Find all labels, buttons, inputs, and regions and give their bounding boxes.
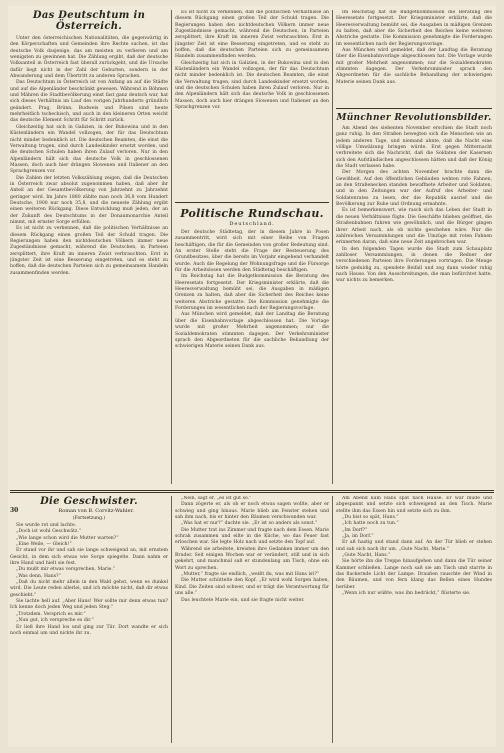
- serial-paragraph: „Was denn, Hans?“: [16, 573, 61, 579]
- article-paragraph: Der Morgen des achten November brachte dann die Gewißheit. Auf den öffentlichen Gebäuden wehten rote Fahnen, an den Straßenecken standen bewaffnete Arbeiter und Soldaten, und in den Zeitungen war der Aufruf des Arbeiter- und Soldatenrates zu lesen, der die Republik ausrief und die Bevölkerung zur Ruhe und Ordnung ermahnte.: [336, 170, 492, 208]
- serial-paragraph: Am Abend kam Hans spät nach Hause. Er war müde und abgespannt und setzte sich schweigend an den Tisch. Marie stellte ihm das Essen hin und setzte sich zu ihm.: [336, 496, 492, 514]
- newspaper-page: [8, 6, 496, 747]
- serial-paragraph: „Nun gut, ich verspreche es dir.“: [16, 618, 94, 624]
- article-subtitle: Deutschland.: [229, 221, 275, 227]
- serial-page-number: 30: [10, 507, 19, 514]
- article-body: [336, 126, 492, 285]
- serial-continued: (Fortsetzung.): [72, 516, 106, 521]
- article-body: [175, 10, 329, 198]
- article-paragraph: Am Abend des siebenten November erschien die Stadt noch ganz ruhig. In den Straßen bewegten sich die Menschen wie an jedem anderen Tage, und niemand ahnte, daß die Nacht eine völlige Umwälzung bringen würde. Erst gegen Mitternacht verbreitete sich die Nachricht, daß die Soldaten der Kasernen sich den Aufständischen angeschlossen hätten und daß der König die Stadt verlassen habe.: [336, 126, 492, 170]
- article-deutschtum: [10, 10, 168, 488]
- serial-paragraph: Er ließ ihre Hand los und ging zur Tür. Dort wandte er sich noch einmal um und nickte ihr zu.: [10, 624, 168, 636]
- column-divider: [332, 10, 333, 484]
- serial-paragraph: „Du mußt mir etwas versprechen, Marie.“: [16, 567, 116, 573]
- article-paragraph: Es ist bemerkenswert, wie rasch sich das Leben der Stadt in die neuen Verhältnisse fügte. Die Geschäfte blieben geöffnet, die Straßenbahnen fuhren wie gewöhnlich, und die Bürger gingen ihrer Arbeit nach, als ob nichts geschehen wäre. Nur die zahlreichen Versammlungen und die Umzüge mit roten Fahnen erinnerten daran, daß eine neue Zeit angebrochen war.: [336, 208, 492, 246]
- article-paragraph: Gleichzeitig hat sich in Galizien, in der Bukowina und in den Küstenländern ein Wandel vollzogen, der für das Deutschtum nicht minder bedenklich ist. Die deutschen Beamten, die einst die Verwaltung trugen, sind durch Landeskinder ersetzt worden, und die deutschen Schulen haben ihren Zulauf verloren. Nur in den Alpenländern hält sich das deutsche Volk in geschlossenen Massen, doch auch hier drängen Slowenen und Italiener an den Sprachgrenzen vor.: [10, 124, 168, 175]
- serial-paragraph: „Wie lange schon wird die Mutter warten?“: [16, 535, 119, 541]
- serial-column-3: [336, 496, 492, 745]
- article-paragraph: Das Deutschtum in Österreich ist von Anfang an auf die Städte und auf die Alpenländer beschränkt gewesen. Während in Böhmen und Mähren die Stadtbevölkerung einst fast ganz deutsch war, hat sich dieses Verhältnis im Lauf des vorigen Jahrhunderts gründlich geändert. Prag, Brünn, Budweis und Pilsen sind heute mehrheitlich tschechisch, und auch in den kleineren Orten weicht das deutsche Element Schritt für Schritt zurück.: [10, 80, 168, 124]
- serial-paragraph: Die Mutter trat ins Zimmer und fragte nach dem Essen. Marie schrak zusammen und eilte in die Küche, wo das Feuer fast erloschen war. Sie legte Holz nach und setzte den Topf auf.: [175, 527, 329, 546]
- article-paragraph: In den folgenden Tagen wurde die Stadt zum Schauplatz zahlloser Versammlungen, in denen die Redner der verschiedenen Parteien ihre Forderungen vortrugen. Die Menge hörte geduldig zu, spendete Beifall und zog dann wieder ruhig nach Hause. Von den Ausschreitungen, die man befürchtet hatte, war nichts zu bemerken.: [336, 246, 492, 284]
- section-rule: [175, 202, 329, 203]
- serial-paragraph: „Trotzdem. Versprich es mir.“: [16, 611, 86, 617]
- serial-paragraph: „Gute Nacht, Hans.“: [342, 553, 391, 559]
- article-paragraph: Die Zahlen der letzten Volkszählung zeigen, daß die Deutschen in Österreich zwar absolut zugenommen haben, daß aber ihr Anteil an der Gesamtbevölkerung von Jahrzehnt zu Jahrzehnt geringer wird. Im Jahre 1880 zählte man noch 36,8 vom Hundert Deutsche, 1900 nur noch 35,8, und die neueste Zählung ergibt einen weiteren Rückgang. Diese Entwicklung muß jeden, der an der Zukunft des Deutschtums in der Donaumonarchie Anteil nimmt, mit ernster Sorge erfüllen.: [10, 175, 168, 225]
- feuilleton-rule: [10, 490, 494, 491]
- serial-column-1: [10, 496, 168, 745]
- serial-paragraph: „Nein, sagt er, „es ist gut so.“: [181, 496, 252, 501]
- article-paragraph: Unter den österreichischen Nationalitäten, die gegenwärtig in den Körperschaften und Gemeinden ihre Rechte suchen, ist das deutsche Volk dasjenige, das am meisten zu verlieren und am wenigsten zu gewinnen hat. Die Zählung ergibt, daß der deutsche Volksanteil in Österreich fast überall zurückgeht, und die Ursache dafür liegt nicht in der Zahl der Geburten, sondern in der Abwanderung und dem Übertritt zu anderen Sprachen.: [10, 36, 168, 80]
- article-paragraph: Im Reichstag hat die Budgetkommission die Beratung des Heeresetats fortgesetzt. Der Kriegsminister erklärte, daß die Heeresverwaltung bemüht sei, die Ausgaben in mäßigen Grenzen zu halten, daß aber die Sicherheit des Reiches keine weiteren Abstriche gestatte. Die Kommission genehmigte die Forderungen im wesentlichen nach der Regierungsvorlage.: [175, 274, 329, 312]
- serial-title: Die Geschwister.: [40, 496, 138, 507]
- serial-paragraph: „Ich hatte noch zu tun.“: [342, 521, 399, 527]
- serial-masthead: [10, 507, 168, 514]
- serial-body: [10, 523, 168, 637]
- column-divider: [171, 496, 172, 743]
- serial-paragraph: Sie lachte hell auf. „Aber Hans! Wer sollte mir denn etwas tun? Ich kenne doch jeden Weg und jeden Steg.“: [10, 599, 168, 611]
- serial-subtitle: Roman von B. Corvitz-Wahler.: [58, 508, 134, 514]
- serial-paragraph: Die Mutter schüttelte den Kopf. „Er wird wohl Sorgen haben, Kind. Die Zeiten sind schwer, und er trägt die Verantwortung für uns alle.“: [175, 578, 329, 597]
- article-rundschau: [175, 10, 329, 488]
- serial-paragraph: „Du bist so spät, Hans.“: [342, 515, 399, 521]
- serial-paragraph: Er stand vor ihr und sah sie lange schweigend an, mit ernstem Gesicht, in dem sich etwas wie Sorge spiegelte. Dann nahm er ihre Hand und hielt sie fest.: [10, 548, 168, 567]
- column-divider: [171, 10, 172, 484]
- serial-paragraph: „Daß du nicht mehr allein in den Wald gehst, wenn es dunkel wird. Die Leute reden allerlei, und ich möchte nicht, daß dir etwas geschieht.“: [10, 580, 168, 598]
- section-rule: [336, 108, 492, 109]
- serial-paragraph: „Im Dorf?“: [342, 527, 368, 533]
- article-body: [175, 230, 329, 351]
- serial-paragraph: Sie wurde rot und lachte.: [16, 523, 77, 528]
- article-paragraph: Im Reichstag hat die Budgetkommission die Beratung des Heeresetats fortgesetzt. Der Kriegsminister erklärte, daß die Heeresverwaltung bemüht sei, die Ausgaben in mäßigen Grenzen zu halten, daß aber die Sicherheit des Reiches keine weiteren Abstriche gestatte. Die Kommission genehmigte die Forderungen im wesentlichen nach der Regierungsvorlage.: [336, 10, 492, 47]
- serial-paragraph: „Wenn ich nur wüßte, was ihn bedrückt,“ flüsterte sie.: [342, 591, 471, 597]
- serial-body: [175, 496, 329, 604]
- article-title: Das Deutschtum in Österreich.: [32, 10, 146, 32]
- article-paragraph: Gleichzeitig hat sich in Galizien, in der Bukowina und in den Küstenländern ein Wandel vollzogen, der für das Deutschtum nicht minder bedenklich ist. Die deutschen Beamten, die einst die Verwaltung trugen, sind durch Landeskinder ersetzt worden, und die deutschen Schulen haben ihren Zulauf verloren. Nur in den Alpenländern hält sich das deutsche Volk in geschlossenen Massen, doch auch hier drängen Slowenen und Italiener an den Sprachgrenzen vor.: [175, 60, 329, 111]
- serial-paragraph: „Doch ist wohl Geschwätz.“: [16, 529, 82, 535]
- serial-column-2: [175, 496, 329, 745]
- serial-paragraph: „Eine Weile, — Gleich!“: [16, 542, 72, 548]
- article-paragraph: Es ist nicht zu verkennen, daß die politischen Verhältnisse an diesem Rückgang einen großen Teil der Schuld tragen. Die Regierungen haben den nichtdeutschen Völkern immer neue Zugeständnisse gemacht, während die Deutschen, in Parteien zersplittert, ihre Kraft im inneren Zwist verbrauchten. Erst in jüngster Zeit ist eine Besserung eingetreten, und es steht zu hoffen, daß die deutschen Parteien sich zu gemeinsamem Handeln zusammenfinden werden.: [175, 10, 329, 60]
- serial-paragraph: „Was hat er nur?“ dachte sie. „Er ist so anders als sonst.“: [181, 521, 318, 527]
- serial-paragraph: „Mutter,“ fragte sie endlich, „weißt du, was mit Hans ist?“: [181, 572, 320, 578]
- serial-body: [336, 496, 492, 598]
- serial-paragraph: Er aß hastig und stand dann auf. An der Tür blieb er stehen und sah sich nach ihr um. „Gute Nacht, Marie.“: [336, 540, 492, 552]
- article-title: Münchner Revolutionsbilder.: [336, 113, 492, 123]
- article-title: Politische Rundschau.: [180, 207, 324, 220]
- article-paragraph: Aus München wird gemeldet, daß der Landtag die Beratung über die Eisenbahnvorlage abgeschlossen hat. Die Vorlage wurde mit großer Mehrheit angenommen; nur die Sozialdemokraten stimmten dagegen. Der Verkehrsminister sprach den Abgeordneten für die sachliche Behandlung der schwierigen Materie seinen Dank aus.: [175, 312, 329, 350]
- article-paragraph: Es ist nicht zu verkennen, daß die politischen Verhältnisse an diesem Rückgang einen großen Teil der Schuld tragen. Die Regierungen haben den nichtdeutschen Völkern immer neue Zugeständnisse gemacht, während die Deutschen, in Parteien zersplittert, ihre Kraft im inneren Zwist verbrauchten. Erst in jüngster Zeit ist eine Besserung eingetreten, und es steht zu hoffen, daß die deutschen Parteien sich zu gemeinsamem Handeln zusammenfinden werden.: [10, 226, 168, 276]
- serial-paragraph: Während sie arbeitete, kreisten ihre Gedanken immer um den Bruder. Seit einigen Wochen war er verändert, still und in sich gekehrt, und manchmal saß er stundenlang am Tisch, ohne ein Wort zu sprechen.: [175, 546, 329, 571]
- article-revolutionsbilder: [336, 10, 492, 488]
- article-paragraph: Aus München wird gemeldet, daß der Landtag die Beratung über die Eisenbahnvorlage abgeschlossen hat. Die Vorlage wurde mit großer Mehrheit angenommen; nur die Sozialdemokraten stimmten dagegen. Der Verkehrsminister sprach den Abgeordneten für die sachliche Behandlung der schwierigen Materie seinen Dank aus.: [336, 48, 492, 85]
- serial-paragraph: Das leuchtete Marie ein, und sie fragte nicht weiter.: [181, 597, 305, 603]
- article-paragraph: Der deutsche Städtetag, der in diesem Jahre in Posen zusammentritt, wird sich mit einer Reihe von Fragen beschäftigen, die für die Gemeinden von großer Bedeutung sind. An erster Stelle steht die Frage der Besteuerung des Grundbesitzes, über die bereits im Vorjahr eingehend verhandelt wurde. Auch die Regelung der Wohnungsfrage und die Fürsorge für die Arbeitslosen werden den Städtetag beschäftigen.: [175, 230, 329, 274]
- article-body: [10, 36, 168, 277]
- feuilleton-rule: [10, 492, 494, 493]
- serial-paragraph: „Ja, im Dorf.“: [342, 534, 374, 540]
- column-divider: [332, 496, 333, 743]
- serial-paragraph: Dann zögerte er, als ob er noch etwas sagen wollte, aber er schwieg und ging hinaus. Marie blieb am Fenster stehen und sah ihm nach, bis er hinter den Bäumen verschwunden war.: [175, 502, 329, 521]
- serial-paragraph: Sie hörte ihn die Treppe hinaufgehen und dann die Tür seiner Kammer schließen. Lange noch saß sie am Tisch und starrte in das flackernde Licht der Lampe. Draußen rauschte der Wind in den Bäumen, und von fern klang das Bellen eines Hundes herüber.: [336, 559, 492, 590]
- article-body: [336, 10, 492, 104]
